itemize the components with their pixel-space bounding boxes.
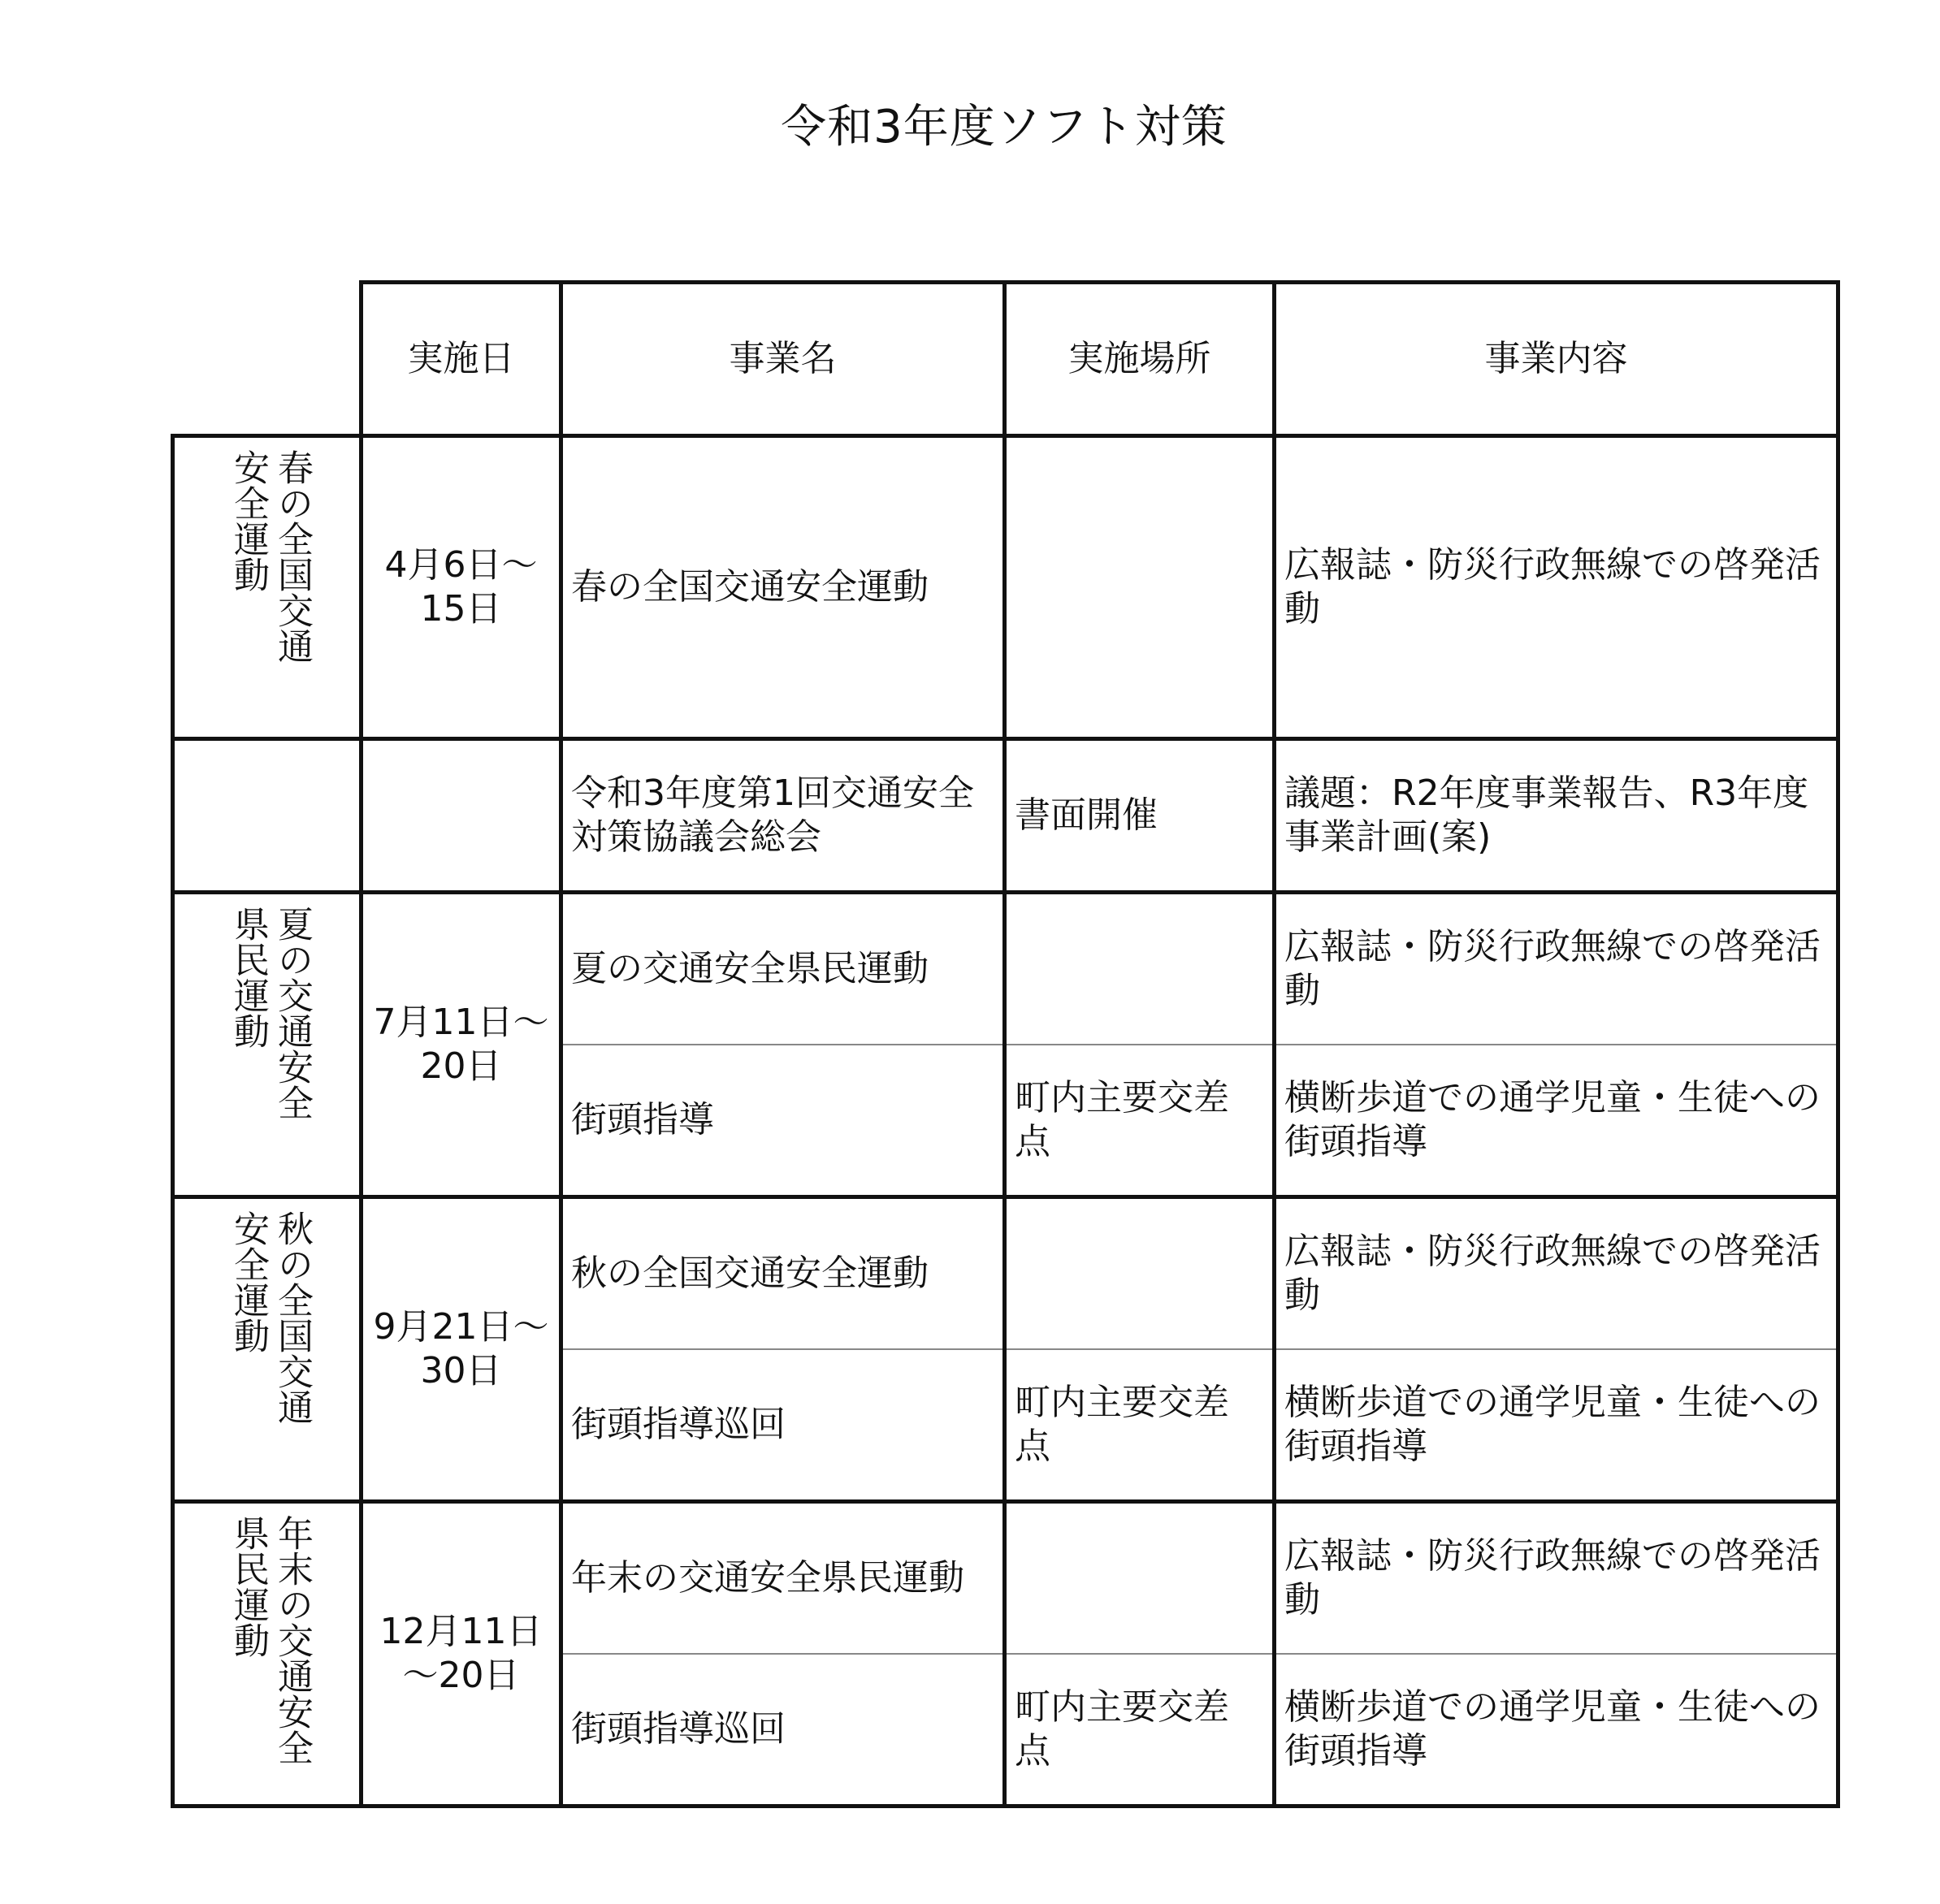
campaign-label: 夏の交通安全 県民運動	[227, 906, 313, 1120]
campaign-cell	[173, 1197, 362, 1502]
place-cell	[1005, 436, 1275, 739]
project-cell: 街頭指導巡回	[561, 1349, 1005, 1502]
project-cell: 秋の全国交通安全運動	[561, 1197, 1005, 1350]
campaign-label: 秋の全国交通 安全運動	[227, 1210, 313, 1425]
header-place: 実施場所	[1005, 283, 1275, 436]
date-cell: 4月6日～ 15日	[362, 436, 561, 739]
table-row	[173, 436, 1838, 739]
place-cell: 書面開催	[1005, 739, 1275, 893]
date-cell: 12月11日 ～20日	[362, 1502, 561, 1807]
place-cell: 町内主要交差点	[1005, 1654, 1275, 1807]
header-project: 事業名	[561, 283, 1005, 436]
page-title: 令和3年度ソフト対策	[781, 101, 1228, 154]
content-cell: 横断歩道での通学児童・生徒への街頭指導	[1275, 1045, 1838, 1197]
content-cell: 広報誌・防災行政無線での啓発活動	[1275, 436, 1838, 739]
content-cell: 広報誌・防災行政無線での啓発活動	[1275, 893, 1838, 1045]
campaign-label: 年末の交通安全 県民運動	[227, 1515, 313, 1765]
place-cell	[1005, 1502, 1275, 1655]
header-row	[173, 283, 1838, 436]
place-cell: 町内主要交差点	[1005, 1045, 1275, 1197]
table-row	[173, 893, 1838, 1045]
content-cell: 横断歩道での通学児童・生徒への街頭指導	[1275, 1654, 1838, 1807]
date-cell: 7月11日～ 20日	[362, 893, 561, 1197]
project-cell: 令和3年度第1回交通安全対策協議会総会	[561, 739, 1005, 893]
date-cell	[362, 739, 561, 893]
campaign-cell	[173, 436, 362, 739]
table-row	[173, 1502, 1838, 1655]
content-cell: 広報誌・防災行政無線での啓発活動	[1275, 1197, 1838, 1350]
campaign-cell	[173, 893, 362, 1197]
project-cell: 年末の交通安全県民運動	[561, 1502, 1005, 1655]
place-cell	[1005, 893, 1275, 1045]
campaign-label: 春の全国交通 安全運動	[227, 449, 313, 664]
schedule-table	[171, 280, 1840, 1808]
project-cell: 街頭指導	[561, 1045, 1005, 1197]
content-cell: 横断歩道での通学児童・生徒への街頭指導	[1275, 1349, 1838, 1502]
header-content: 事業内容	[1275, 283, 1838, 436]
project-cell: 夏の交通安全県民運動	[561, 893, 1005, 1045]
campaign-cell	[173, 739, 362, 893]
corner-cell	[173, 283, 362, 436]
place-cell: 町内主要交差点	[1005, 1349, 1275, 1502]
content-cell: 議題：R2年度事業報告、R3年度事業計画(案)	[1275, 739, 1838, 893]
content-cell: 広報誌・防災行政無線での啓発活動	[1275, 1502, 1838, 1655]
table-row	[173, 739, 1838, 893]
campaign-cell	[173, 1502, 362, 1807]
date-cell: 9月21日～ 30日	[362, 1197, 561, 1502]
table-row	[173, 1197, 1838, 1350]
header-date: 実施日	[362, 283, 561, 436]
project-cell: 春の全国交通安全運動	[561, 436, 1005, 739]
project-cell: 街頭指導巡回	[561, 1654, 1005, 1807]
place-cell	[1005, 1197, 1275, 1350]
